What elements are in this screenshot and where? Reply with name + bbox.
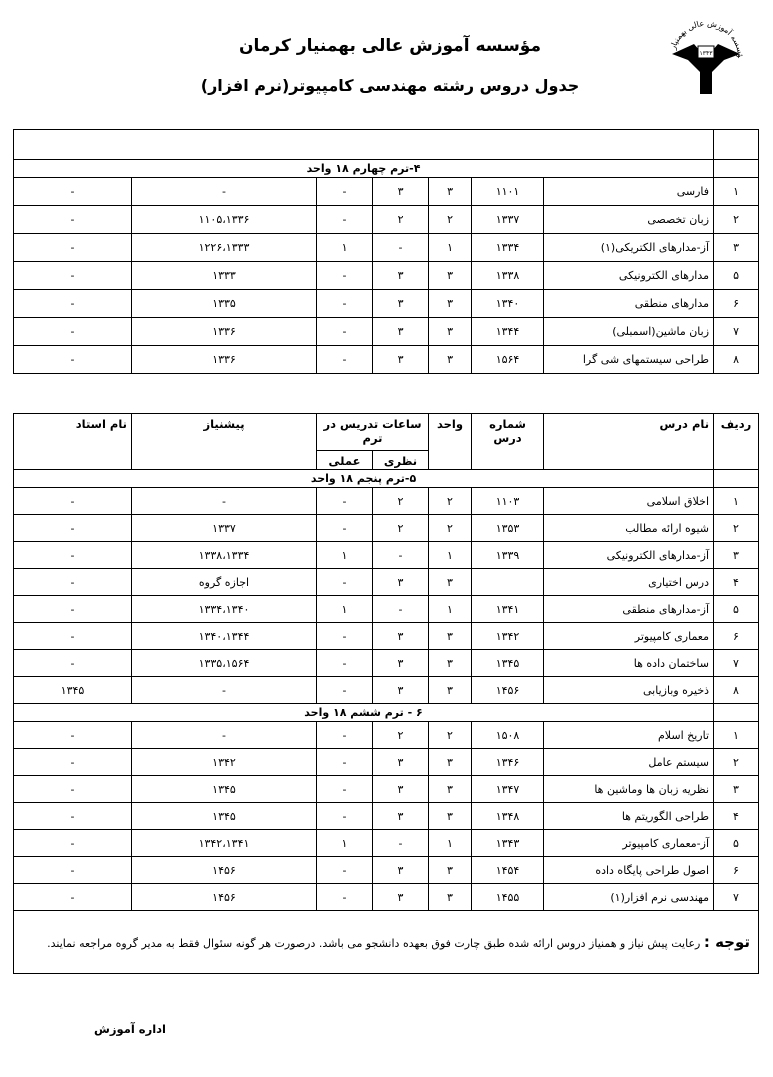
cell-theory: ۳ — [373, 650, 429, 677]
cell-practical: - — [317, 346, 373, 374]
cell-name: ذخیره وبازیابی — [544, 677, 714, 704]
cell-code: ۱۴۵۶ — [472, 677, 544, 704]
cell-prereq: - — [132, 178, 317, 206]
course-row — [14, 803, 759, 830]
cell-idx: ۱ — [714, 722, 759, 749]
note-text: رعایت پیش نیاز و همنیاز دروس ارائه شده طبق چارت فوق بعهده دانشجو می باشد. درصورت هر گونه سئوال فقط به مدیر گروه مراجعه نمایند. — [47, 937, 701, 950]
cell-prereq: ۱۳۴۲،۱۳۴۱ — [132, 830, 317, 857]
cell-prereq: ۱۳۳۵،۱۵۶۴ — [132, 650, 317, 677]
course-row — [14, 884, 759, 911]
cell-teacher: - — [14, 206, 132, 234]
cell-idx: ۷ — [714, 318, 759, 346]
cell-prereq: ۱۳۴۰،۱۳۴۴ — [132, 623, 317, 650]
cell-prereq: ۱۳۴۵ — [132, 776, 317, 803]
cell-theory: ۳ — [373, 290, 429, 318]
cell-name: زبان تخصصی — [544, 206, 714, 234]
cell-code: ۱۳۳۸ — [472, 262, 544, 290]
cell-teacher: - — [14, 262, 132, 290]
cell-code: ۱۳۴۷ — [472, 776, 544, 803]
cell-theory: ۳ — [373, 884, 429, 911]
course-row — [14, 623, 759, 650]
cell-teacher: - — [14, 884, 132, 911]
cell-idx: ۸ — [714, 346, 759, 374]
cell-name: اخلاق اسلامی — [544, 488, 714, 515]
cell-name: مدارهای الکترونیکی — [544, 262, 714, 290]
header-practical: عملی — [317, 451, 373, 470]
course-row — [14, 178, 759, 206]
cell-units: ۱ — [429, 830, 472, 857]
cell-theory: - — [373, 830, 429, 857]
cell-idx: ۸ — [714, 677, 759, 704]
cell-theory: ۳ — [373, 857, 429, 884]
header-course-code: شماره درس — [472, 414, 544, 470]
cell-theory: - — [373, 234, 429, 262]
cell-practical: ۱ — [317, 596, 373, 623]
cell-name: مهندسی نرم افزار(۱) — [544, 884, 714, 911]
cell-idx: ۴ — [714, 569, 759, 596]
cell-teacher: ۱۳۴۵ — [14, 677, 132, 704]
cell-idx: ۲ — [714, 749, 759, 776]
cell-code: ۱۳۴۸ — [472, 803, 544, 830]
cell-teacher: - — [14, 178, 132, 206]
cell-theory: ۳ — [373, 776, 429, 803]
course-row — [14, 234, 759, 262]
header-hours: ساعات تدریس در ترم — [317, 414, 429, 451]
cell-theory: ۳ — [373, 569, 429, 596]
cell-prereq: ۱۳۳۴،۱۳۴۰ — [132, 596, 317, 623]
svg-text:١٣۴٣: ١٣۴٣ — [699, 50, 713, 57]
cell-units: ۳ — [429, 776, 472, 803]
header-course-name: نام درس — [544, 414, 714, 470]
course-row — [14, 542, 759, 569]
cell-name: معماری کامپیوتر — [544, 623, 714, 650]
header-row-index: ردیف — [714, 414, 759, 470]
cell-practical: - — [317, 857, 373, 884]
institute-title: مؤسسه آموزش عالی بهمنیار کرمان — [239, 36, 541, 56]
course-row — [14, 650, 759, 677]
course-row — [14, 749, 759, 776]
cell-name: نظریه زبان ها وماشین ها — [544, 776, 714, 803]
cell-name: شیوه ارائه مطالب — [544, 515, 714, 542]
cell-units: ۱ — [429, 234, 472, 262]
cell-teacher: - — [14, 596, 132, 623]
cell-teacher: - — [14, 857, 132, 884]
cell-idx: ۱ — [714, 488, 759, 515]
cell-prereq: ۱۳۴۵ — [132, 803, 317, 830]
cell-name: زبان ماشین(اسمبلی) — [544, 318, 714, 346]
cell-prereq: ۱۳۳۵ — [132, 290, 317, 318]
course-row — [14, 515, 759, 542]
cell-teacher: - — [14, 346, 132, 374]
cell-prereq: ۱۲۲۶،۱۳۳۳ — [132, 234, 317, 262]
cell-prereq: - — [132, 488, 317, 515]
term5-heading: ۵-ترم پنجم ۱۸ واحد — [14, 470, 714, 488]
cell-practical: - — [317, 884, 373, 911]
cell-units: ۱ — [429, 542, 472, 569]
cell-units: ۲ — [429, 488, 472, 515]
cell-units: ۳ — [429, 318, 472, 346]
cell-prereq: ۱۴۵۶ — [132, 857, 317, 884]
cell-idx: ۳ — [714, 234, 759, 262]
cell-name: طراحی الگوریتم ها — [544, 803, 714, 830]
cell-teacher: - — [14, 749, 132, 776]
cell-practical: - — [317, 803, 373, 830]
cell-units: ۳ — [429, 857, 472, 884]
page-title: جدول دروس رشته مهندسی کامپیوتر(نرم افزار) — [200, 76, 580, 95]
cell-prereq: - — [132, 722, 317, 749]
cell-code: ۱۳۴۳ — [472, 830, 544, 857]
cell-practical: ۱ — [317, 830, 373, 857]
cell-idx: ۱ — [714, 178, 759, 206]
cell-units: ۳ — [429, 262, 472, 290]
term6-heading: ۶ - ترم ششم ۱۸ واحد — [14, 704, 714, 722]
cell-idx: ۴ — [714, 803, 759, 830]
cell-teacher: - — [14, 318, 132, 346]
course-row — [14, 262, 759, 290]
course-row — [14, 677, 759, 704]
cell-prereq: ۱۳۴۲ — [132, 749, 317, 776]
cell-units: ۲ — [429, 515, 472, 542]
cell-prereq: ۱۳۳۶ — [132, 346, 317, 374]
cell-code: ۱۳۵۳ — [472, 515, 544, 542]
course-row — [14, 206, 759, 234]
cell-practical: - — [317, 722, 373, 749]
course-row — [14, 488, 759, 515]
course-row — [14, 830, 759, 857]
course-row — [14, 569, 759, 596]
cell-units: ۳ — [429, 803, 472, 830]
cell-code — [472, 569, 544, 596]
cell-practical: - — [317, 290, 373, 318]
header-teacher: نام استاد — [14, 414, 132, 470]
cell-idx: ۲ — [714, 206, 759, 234]
cell-code: ۱۵۰۸ — [472, 722, 544, 749]
cell-code: ۱۳۴۶ — [472, 749, 544, 776]
course-row — [14, 596, 759, 623]
cell-prereq: - — [132, 677, 317, 704]
cell-units: ۳ — [429, 884, 472, 911]
course-row — [14, 857, 759, 884]
cell-theory: ۳ — [373, 623, 429, 650]
cell-prereq: ۱۳۳۷ — [132, 515, 317, 542]
cell-practical: - — [317, 749, 373, 776]
cell-practical: - — [317, 488, 373, 515]
cell-name: مدارهای منطقی — [544, 290, 714, 318]
cell-idx: ۳ — [714, 776, 759, 803]
term4-table — [13, 129, 759, 374]
cell-units: ۳ — [429, 749, 472, 776]
cell-units: ۲ — [429, 206, 472, 234]
course-row — [14, 290, 759, 318]
course-row — [14, 776, 759, 803]
cell-code: ۱۳۴۵ — [472, 650, 544, 677]
institute-logo — [664, 14, 748, 98]
cell-teacher: - — [14, 290, 132, 318]
cell-prereq: ۱۴۵۶ — [132, 884, 317, 911]
cell-name: آز-معماری کامپیوتر — [544, 830, 714, 857]
cell-idx: ۵ — [714, 830, 759, 857]
cell-practical: - — [317, 515, 373, 542]
cell-code: ۱۳۴۴ — [472, 318, 544, 346]
cell-teacher: - — [14, 542, 132, 569]
cell-teacher: - — [14, 830, 132, 857]
cell-units: ۳ — [429, 569, 472, 596]
course-row — [14, 722, 759, 749]
cell-theory: ۲ — [373, 206, 429, 234]
cell-name: طراحی سیستمهای شی گرا — [544, 346, 714, 374]
cell-teacher: - — [14, 776, 132, 803]
cell-units: ۳ — [429, 677, 472, 704]
header-theory: نظری — [373, 451, 429, 470]
cell-prereq: ۱۳۳۸،۱۳۳۴ — [132, 542, 317, 569]
cell-teacher: - — [14, 515, 132, 542]
cell-name: آز-مدارهای الکتریکی(۱) — [544, 234, 714, 262]
header-prereq: پیشنیاز — [132, 414, 317, 470]
cell-units: ۳ — [429, 346, 472, 374]
cell-idx: ۶ — [714, 857, 759, 884]
cell-name: اصول طراحی پایگاه داده — [544, 857, 714, 884]
cell-practical: - — [317, 677, 373, 704]
cell-name: درس اختیاری — [544, 569, 714, 596]
cell-code: ۱۳۳۷ — [472, 206, 544, 234]
cell-practical: - — [317, 650, 373, 677]
cell-code: ۱۳۴۲ — [472, 623, 544, 650]
cell-code: ۱۳۳۴ — [472, 234, 544, 262]
cell-code: ۱۳۴۱ — [472, 596, 544, 623]
cell-name: ساختمان داده ها — [544, 650, 714, 677]
cell-theory: ۳ — [373, 178, 429, 206]
cell-units: ۲ — [429, 722, 472, 749]
cell-idx: ۲ — [714, 515, 759, 542]
cell-theory: ۲ — [373, 515, 429, 542]
cell-code: ۱۴۵۵ — [472, 884, 544, 911]
cell-theory: ۳ — [373, 803, 429, 830]
course-row — [14, 346, 759, 374]
cell-practical: - — [317, 178, 373, 206]
cell-theory: ۲ — [373, 488, 429, 515]
cell-practical: - — [317, 262, 373, 290]
cell-units: ۳ — [429, 650, 472, 677]
cell-theory: ۳ — [373, 677, 429, 704]
cell-theory: ۳ — [373, 318, 429, 346]
cell-teacher: - — [14, 623, 132, 650]
cell-prereq: اجازه گروه — [132, 569, 317, 596]
course-row — [14, 318, 759, 346]
cell-idx: ۵ — [714, 262, 759, 290]
cell-units: ۳ — [429, 623, 472, 650]
note-label: توجه : — [703, 933, 751, 951]
cell-theory: - — [373, 542, 429, 569]
cell-idx: ۳ — [714, 542, 759, 569]
cell-teacher: - — [14, 650, 132, 677]
education-office-label: اداره آموزش — [94, 1022, 166, 1036]
cell-name: آز-مدارهای الکترونیکی — [544, 542, 714, 569]
cell-idx: ۵ — [714, 596, 759, 623]
cell-code: ۱۵۶۴ — [472, 346, 544, 374]
cell-practical: ۱ — [317, 234, 373, 262]
cell-name: سیستم عامل — [544, 749, 714, 776]
cell-code: ۱۱۰۱ — [472, 178, 544, 206]
cell-code: ۱۳۴۰ — [472, 290, 544, 318]
cell-prereq: ۱۳۳۳ — [132, 262, 317, 290]
cell-idx: ۶ — [714, 623, 759, 650]
cell-practical: - — [317, 206, 373, 234]
cell-name: تاریخ اسلام — [544, 722, 714, 749]
cell-prereq: ۱۱۰۵،۱۳۳۶ — [132, 206, 317, 234]
cell-teacher: - — [14, 803, 132, 830]
cell-units: ۳ — [429, 290, 472, 318]
cell-prereq: ۱۳۳۶ — [132, 318, 317, 346]
cell-code: ۱۴۵۴ — [472, 857, 544, 884]
cell-code: ۱۳۳۹ — [472, 542, 544, 569]
cell-code: ۱۱۰۳ — [472, 488, 544, 515]
cell-practical: ۱ — [317, 542, 373, 569]
cell-theory: - — [373, 596, 429, 623]
cell-teacher: - — [14, 569, 132, 596]
cell-theory: ۳ — [373, 262, 429, 290]
cell-name: فارسی — [544, 178, 714, 206]
term4-heading: ۴-ترم چهارم ۱۸ واحد — [14, 160, 714, 178]
cell-name: آز-مدارهای منطقی — [544, 596, 714, 623]
cell-practical: - — [317, 318, 373, 346]
cell-practical: - — [317, 623, 373, 650]
cell-units: ۱ — [429, 596, 472, 623]
cell-teacher: - — [14, 488, 132, 515]
cell-practical: - — [317, 569, 373, 596]
cell-idx: ۷ — [714, 884, 759, 911]
cell-idx: ۷ — [714, 650, 759, 677]
cell-teacher: - — [14, 722, 132, 749]
logo-text: ؤسسه آموزش عالی بهمنیار — [668, 18, 746, 59]
cell-theory: ۳ — [373, 346, 429, 374]
note-cell — [14, 911, 759, 974]
cell-idx: ۶ — [714, 290, 759, 318]
term5-6-table — [13, 413, 759, 974]
cell-practical: - — [317, 776, 373, 803]
cell-teacher: - — [14, 234, 132, 262]
cell-theory: ۳ — [373, 749, 429, 776]
header-units: واحد — [429, 414, 472, 470]
cell-units: ۳ — [429, 178, 472, 206]
cell-theory: ۲ — [373, 722, 429, 749]
